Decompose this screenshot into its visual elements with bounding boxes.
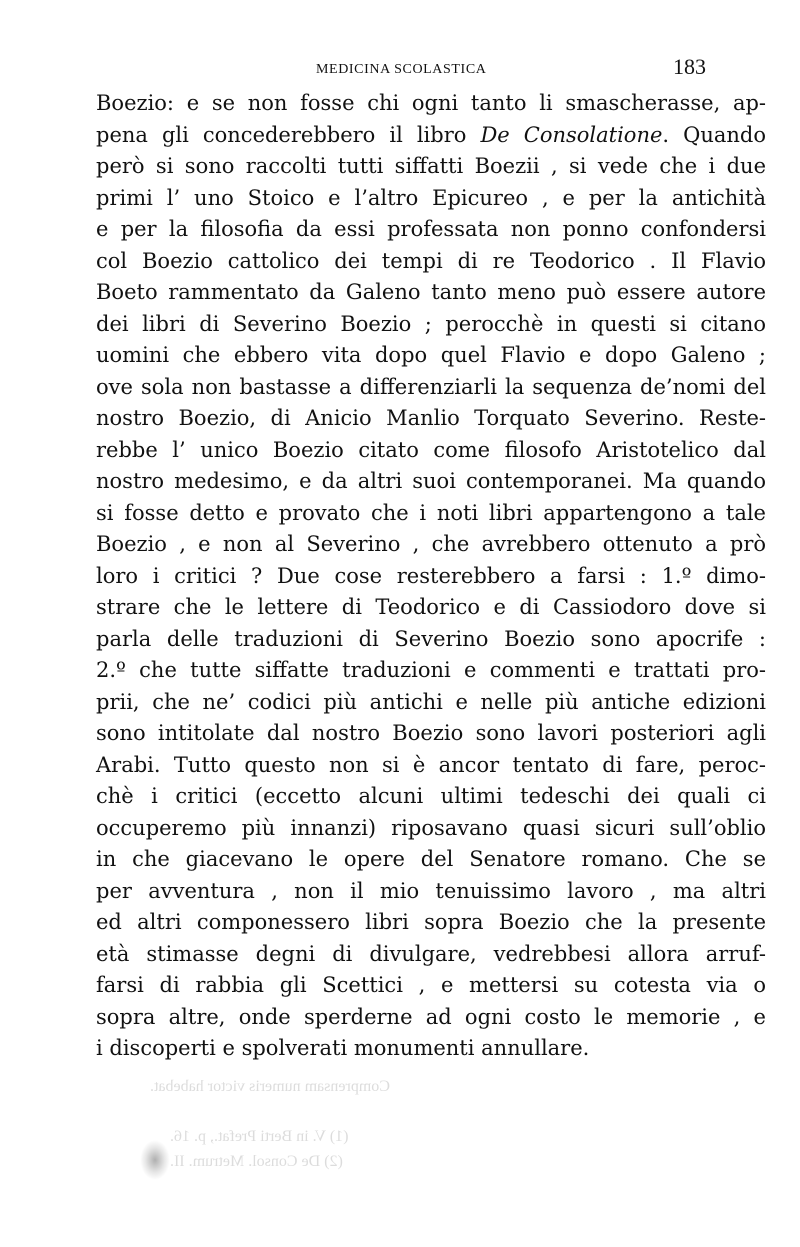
page-number: 183	[673, 54, 706, 79]
book-title: De Consolatione	[480, 122, 663, 147]
text-line: per avventura , non il mio tenuissimo lavoro , ma altri	[96, 878, 766, 903]
text-line: nostro medesimo, e da altri suoi contemporanei. Ma quando	[96, 469, 766, 493]
text-line: Boezio , e non al Severino , che avrebbero ottenuto a prò	[96, 532, 766, 556]
bleed-through-verse: Comprensam numeris victor habebat.	[150, 1078, 390, 1095]
text-line: occuperemo più innanzi) riposavano quasi sicuri sull’oblio	[96, 815, 766, 840]
bleed-through-footnote: (1) V. in Berti Prefat., p. 16.	[170, 1128, 349, 1145]
text-line: primi l’ uno Stoico e l’altro Epicureo , e per la antichità	[96, 185, 766, 210]
text-line: nostro Boezio, di Anicio Manlio Torquato Severino. Reste-	[96, 406, 766, 430]
text-line: loro i critici ? Due cose resterebbero a farsi : 1.º dimo-	[96, 563, 766, 588]
text-line-final: i discoperti e spolverati monumenti annullare.	[96, 1036, 590, 1060]
text-line: parla delle traduzioni di Severino Boezio sono apocrife :	[96, 626, 766, 651]
text-line: Arabi. Tutto questo non si è ancor tentato di fare, peroc-	[96, 752, 766, 777]
text-line-end: . Quando	[662, 122, 766, 147]
text-line	[96, 120, 766, 152]
text-line: strare che le lettere di Teodorico e di Cassiodoro dove si	[96, 595, 766, 619]
text-line: si fosse detto e provato che i noti libri appartengono a tale	[96, 500, 766, 525]
text-line-start: pena gli concederebbero il libro	[96, 122, 481, 147]
body-text	[96, 88, 766, 1065]
text-line: sono intitolate dal nostro Boezio sono lavori posteriori agli	[96, 721, 766, 745]
text-line: sopra altre, onde sperderne ad ogni costo le memorie , e	[96, 1004, 766, 1029]
text-line: ed altri componessero libri sopra Boezio che la presente	[96, 910, 766, 934]
text-line: dei libri di Severino Boezio ; perocchè in questi si citano	[96, 311, 766, 336]
text-line: età stimasse degni di divulgare, vedrebbesi allora arruf-	[96, 941, 766, 966]
running-title: MEDICINA SCOLASTICA	[316, 62, 487, 77]
text-line: chè i critici (eccetto alcuni ultimi tedeschi dei quali ci	[96, 784, 766, 808]
text-line: ove sola non bastasse a differenziarli la sequenza de’nomi del	[96, 374, 766, 399]
text-line: col Boezio cattolico dei tempi di re Teodorico . Il Flavio	[96, 248, 766, 273]
text-line: farsi di rabbia gli Scettici , e mettersi su cotesta via o	[96, 973, 766, 997]
text-line: uomini che ebbero vita dopo quel Flavio e dopo Galeno ;	[96, 343, 766, 367]
ink-smudge	[140, 1140, 170, 1180]
text-line: in che giacevano le opere del Senatore romano. Che se	[96, 847, 766, 871]
text-line: 2.º che tutte siffatte traduzioni e commenti e trattati pro-	[96, 658, 766, 682]
text-line: prii, che ne’ codici più antichi e nelle più antiche edizioni	[96, 689, 766, 714]
bleed-through-footnote: (2) De Consol. Metrum. II.	[170, 1153, 343, 1170]
text-line: e per la filosofia da essi professata non ponno confondersi	[96, 217, 766, 241]
text-line: però si sono raccolti tutti siffatti Boezii , si vede che i due	[96, 154, 766, 178]
text-line: rebbe l’ unico Boezio citato come filosofo Aristotelico dal	[96, 437, 766, 462]
text-line: Boezio: e se non fosse chi ogni tanto li smascherasse, ap-	[96, 91, 766, 115]
text-line: Boeto rammentato da Galeno tanto meno può essere autore	[96, 280, 766, 304]
